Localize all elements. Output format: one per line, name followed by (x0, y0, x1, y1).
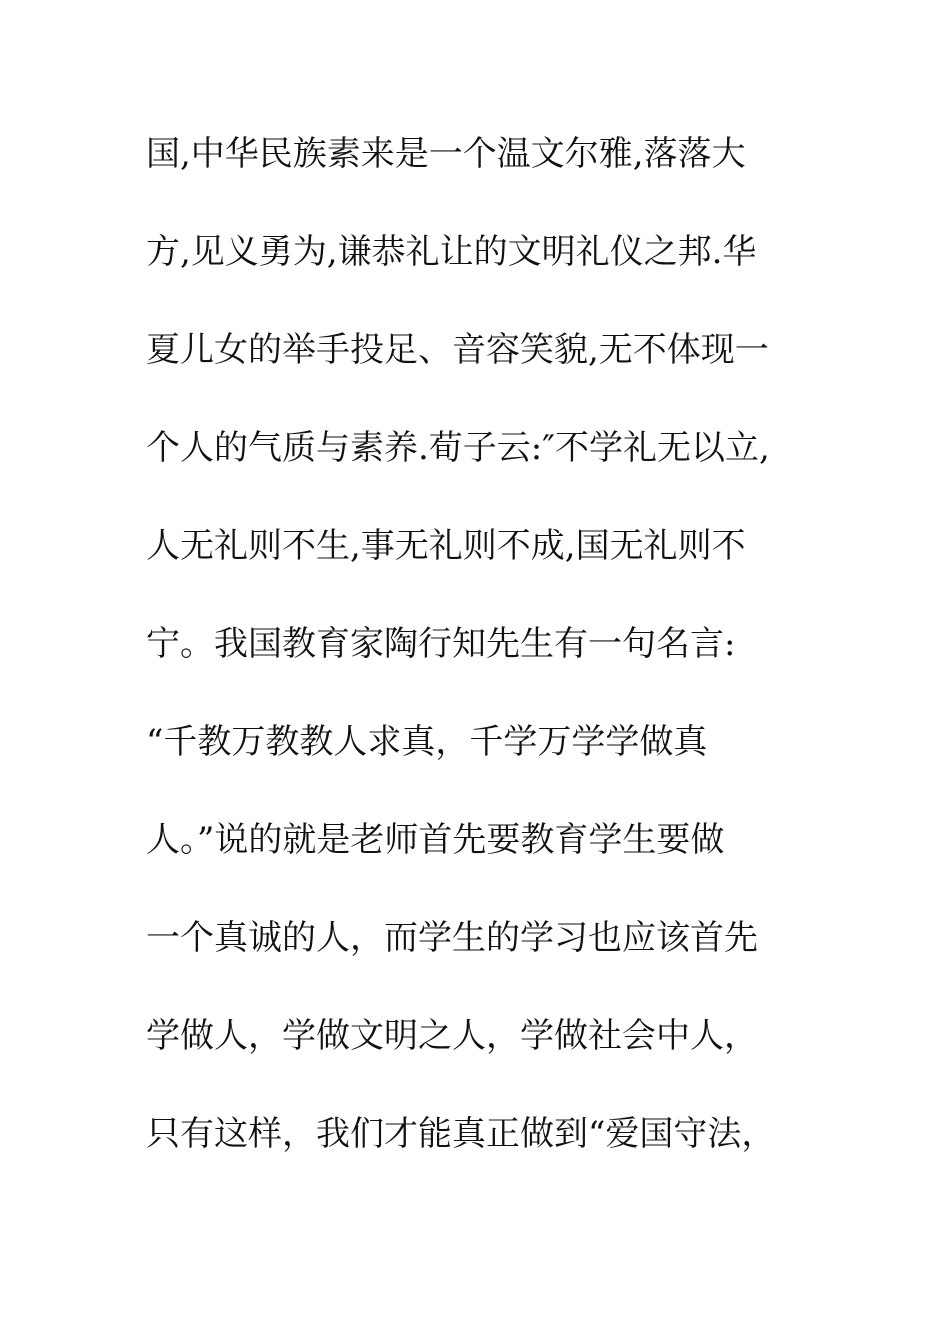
body-text (146, 128, 826, 1206)
text-line: 一个真诚的人，而学生的学习也应该首先 (146, 918, 758, 958)
text-line: 国,中华民族素来是一个温文尔雅,落落大 (146, 134, 746, 174)
text-line: 学做人，学做文明之人，学做社会中人， (146, 1016, 758, 1056)
text-line: 人。”说的就是老师首先要教育学生要做 (146, 820, 725, 860)
text-line: 宁。我国教育家陶行知先生有一句名言: (146, 624, 736, 664)
text-line: 个人的气质与素养.荀子云:″不学礼无以立, (146, 428, 770, 468)
text-line: 夏儿女的举手投足、音容笑貌,无不体现一 (146, 330, 769, 370)
text-line: 方,见义勇为,谦恭礼让的文明礼仪之邦.华 (146, 232, 757, 272)
text-line: 只有这样，我们才能真正做到“爱国守法， (146, 1114, 776, 1154)
text-line: 人无礼则不生,事无礼则不成,国无礼则不 (146, 526, 746, 566)
text-line: “千教万教教人求真，千学万学学做真 (146, 722, 708, 762)
